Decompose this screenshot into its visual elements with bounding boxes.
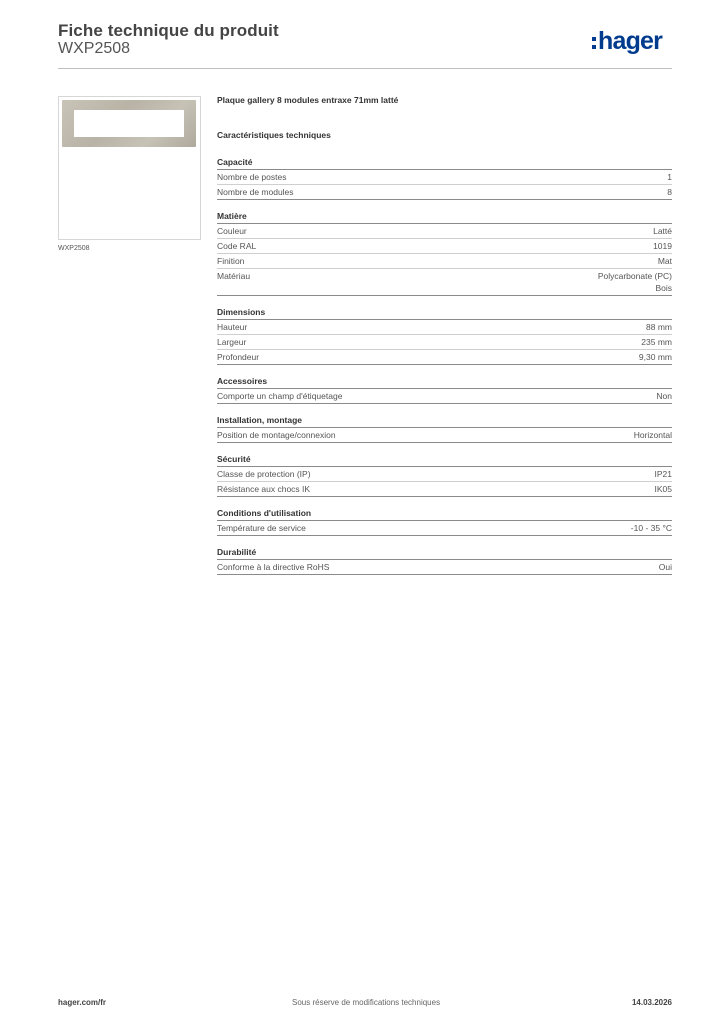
spec-value	[639, 351, 672, 363]
spec-value	[656, 390, 672, 402]
section-title: Dimensions	[217, 306, 672, 320]
spec-value-line: Bois	[655, 283, 672, 293]
spec-label: Couleur	[217, 226, 247, 236]
spec-value-line: 8	[667, 187, 672, 197]
spec-row	[217, 428, 672, 443]
spec-value-line: Oui	[658, 562, 672, 572]
footer-date: 14.03.2026	[631, 998, 672, 1007]
tech-title: Caractéristiques techniques	[217, 130, 331, 140]
spec-value-line: 88 mm	[646, 322, 672, 332]
spec-value-line: IP21	[654, 469, 672, 479]
spec-row	[217, 521, 672, 536]
spec-value	[631, 522, 672, 534]
section-title: Sécurité	[217, 453, 672, 467]
spec-section	[217, 210, 672, 296]
spec-value-line: 1	[667, 172, 672, 182]
spec-value	[634, 429, 672, 441]
spec-value-line: 9,30 mm	[638, 352, 672, 362]
spec-value	[655, 483, 673, 495]
spec-section	[217, 306, 672, 365]
logo-dots-icon	[592, 37, 596, 49]
section-title: Durabilité	[217, 546, 672, 560]
spec-value	[641, 336, 672, 348]
logo-text: hager	[598, 26, 663, 55]
spec-row	[217, 389, 672, 404]
spec-label: Position de montage/connexion	[217, 430, 336, 440]
spec-label: Température de service	[217, 523, 306, 533]
spec-row	[217, 224, 672, 239]
spec-label: Code RAL	[217, 241, 257, 251]
header-divider	[58, 68, 672, 69]
spec-row	[217, 320, 672, 335]
spec-label: Hauteur	[217, 322, 248, 332]
spec-value	[646, 321, 672, 333]
hager-logo	[592, 27, 662, 55]
spec-row	[217, 467, 672, 482]
spec-value	[659, 561, 672, 573]
section-title: Accessoires	[217, 375, 672, 389]
spec-value	[655, 468, 673, 480]
product-reference: WXP2508	[58, 40, 131, 57]
spec-row	[217, 185, 672, 200]
spec-value	[658, 255, 672, 267]
section-title: Installation, montage	[217, 414, 672, 428]
spec-value-line: 235 mm	[641, 337, 672, 347]
spec-section	[217, 375, 672, 404]
section-title: Capacité	[217, 156, 672, 170]
spec-value	[667, 186, 672, 198]
spec-value-line: Horizontal	[633, 430, 672, 440]
spec-content	[217, 93, 672, 575]
spec-section	[217, 156, 672, 200]
spec-label: Finition	[217, 256, 245, 266]
spec-value-line: IK05	[654, 484, 672, 494]
spec-row	[217, 482, 672, 497]
spec-section	[217, 414, 672, 443]
spec-section	[217, 507, 672, 536]
spec-label: Nombre de postes	[217, 172, 287, 182]
spec-row	[217, 269, 672, 296]
page-title: Fiche technique du produit	[58, 21, 279, 40]
cover-plate-picture	[62, 100, 196, 147]
spec-row	[217, 350, 672, 365]
spec-value	[653, 240, 672, 252]
spec-value	[653, 225, 672, 237]
spec-value-line: Non	[656, 391, 672, 401]
spec-row	[217, 254, 672, 269]
spec-label: Résistance aux chocs IK	[217, 484, 311, 494]
spec-row	[217, 560, 672, 575]
spec-value-line: 1019	[653, 241, 672, 251]
plate-opening	[74, 110, 184, 137]
spec-label: Conforme à la directive RoHS	[217, 562, 330, 572]
spec-label: Matériau	[217, 271, 251, 281]
spec-label: Classe de protection (IP)	[217, 469, 311, 479]
spec-sections	[217, 156, 672, 575]
spec-section	[217, 453, 672, 497]
product-name: Plaque gallery 8 modules entraxe 71mm latté	[217, 95, 399, 105]
section-title: Matière	[217, 210, 672, 224]
spec-row	[217, 170, 672, 185]
spec-section	[217, 546, 672, 575]
spec-row	[217, 335, 672, 350]
spec-value-line: -10 - 35 °C	[630, 523, 672, 533]
footer-disclaimer: Sous réserve de modifications techniques	[292, 998, 441, 1007]
spec-label: Largeur	[217, 337, 247, 347]
spec-label: Comporte un champ d'étiquetage	[217, 391, 343, 401]
product-image	[58, 96, 201, 240]
spec-value	[667, 171, 672, 183]
image-caption: WXP2508	[58, 245, 90, 252]
footer-website: hager.com/fr	[58, 998, 107, 1007]
section-title: Conditions d'utilisation	[217, 507, 672, 521]
spec-value-line: Mat	[657, 256, 672, 266]
spec-label: Profondeur	[217, 352, 260, 362]
spec-label: Nombre de modules	[217, 187, 294, 197]
spec-row	[217, 239, 672, 254]
spec-value-line: Latté	[653, 226, 672, 236]
spec-value-line: Polycarbonate (PC)	[597, 271, 672, 281]
spec-value	[598, 270, 672, 294]
